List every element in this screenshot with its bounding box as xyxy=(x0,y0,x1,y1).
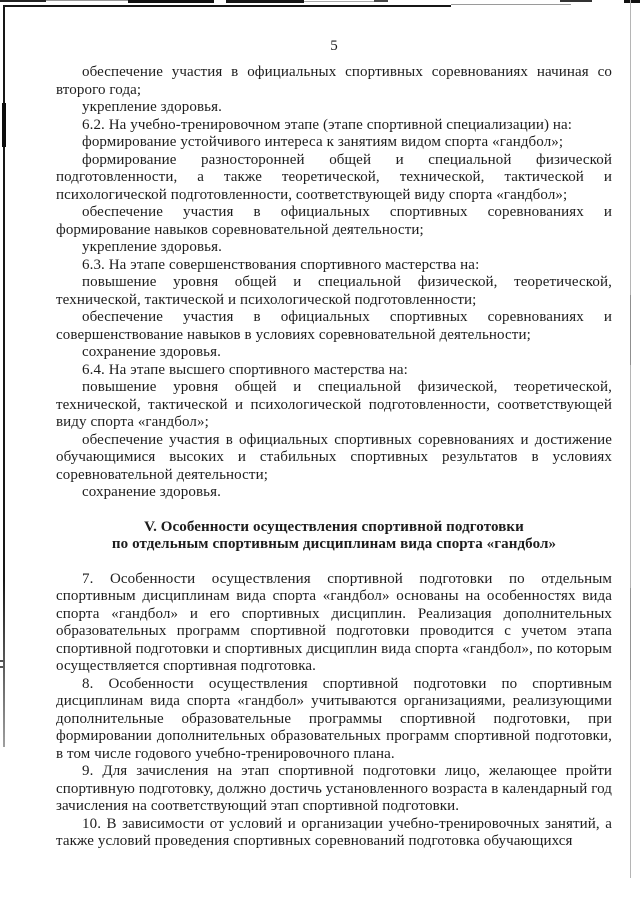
section-heading xyxy=(56,519,612,554)
scan-artifact-left-dash xyxy=(0,666,3,668)
paragraph: формирование устойчивого интереса к занятиям видом спорта «гандбол»; xyxy=(82,134,564,150)
page-border-right-dark-segment xyxy=(630,588,631,680)
scan-artifact-top xyxy=(624,0,640,3)
paragraph: сохранение здоровья. xyxy=(82,344,221,360)
page-border-right-dark-segment xyxy=(630,295,631,365)
paragraph: 6.2. На учебно-тренировочном этапе (этапе спортивной специализации) на: xyxy=(82,116,573,133)
paragraph: укрепление здоровья. xyxy=(82,239,222,255)
section-heading-line: по отдельным спортивным дисциплинам вида спорта «гандбол» xyxy=(111,536,557,552)
paragraph: обеспечение участия в официальных спортивных соревнованиях и формирование навыков соревновательной деятельности; xyxy=(56,204,612,238)
paragraph: повышение уровня общей и специальной физической, теоретической, технической, тактической и психологической подготовленности, соответствующей виду спорта «гандбол»; xyxy=(56,379,612,430)
paragraph: обеспечение участия в официальных спортивных соревнованиях и совершенствование навыков в условиях соревновательной деятельности; xyxy=(56,309,612,343)
paragraph: 9. Для зачисления на этап спортивной подготовки лицо, желающее пройти спортивную подготовку, должно достичь установленного возраста в календарный год зачисления на соответствующий этап спортивной подготовки. xyxy=(56,763,612,814)
paragraph: 7. Особенности осуществления спортивной подготовки по отдельным спортивным дисциплинам вида спорта «гандбол» основаны на особенностях вида спорта «гандбол» и его спортивных дисциплин. Реализация дополнительных образовательных программ спортивной подготовки проводится с учетом этапа спортивной подготовки и спортивных дисциплин вида спорта «гандбол», по которым осуществляется спортивная подготовка. xyxy=(56,570,612,674)
page-content xyxy=(56,0,612,851)
paragraph: 6.3. На этапе совершенствования спортивного мастерства на: xyxy=(82,256,480,273)
paragraph: 10. В зависимости от условий и организации учебно-тренировочных занятий, а также условий проведения спортивных соревнований подготовка обучающихся xyxy=(56,815,612,849)
page-border-right xyxy=(630,0,631,878)
document-body xyxy=(56,64,612,851)
paragraph: повышение уровня общей и специальной физической, теоретической, технической, тактической и психологической подготовленности; xyxy=(56,274,612,308)
scan-artifact-left-dash xyxy=(0,660,4,662)
page-border-left-fade xyxy=(0,580,9,750)
scan-artifact-left-blob xyxy=(2,103,6,147)
paragraph: 8. Особенности осуществления спортивной подготовки по спортивным дисциплинам вида спорта «гандбол» учитываются организациями, реализующими дополнительные образовательные программы спортивной подготовки, при формировании дополнительных образовательных программ спортивной подготовки, в том числе годового учебно-тренировочного плана. xyxy=(56,675,612,762)
paragraph: обеспечение участия в официальных спортивных соревнованиях и достижение обучающимися высоких и стабильных спортивных результатов в условиях соревновательной деятельности; xyxy=(56,431,612,483)
paragraph: обеспечение участия в официальных спортивных соревнованиях начиная со второго года; xyxy=(56,64,612,98)
paragraph: формирование разносторонней общей и специальной физической подготовленности, а также теоретической, технической, тактической и психологической подготовленности, соответствующей виду спорта «гандбол»; xyxy=(56,151,612,203)
page-number: 5 xyxy=(330,38,338,54)
section-heading-line: V. Особенности осуществления спортивной подготовки xyxy=(144,518,524,535)
scan-artifact-top xyxy=(0,0,46,2)
paragraph: укрепление здоровья. xyxy=(82,99,222,115)
paragraph: сохранение здоровья. xyxy=(82,484,221,500)
paragraph: 6.4. На этапе высшего спортивного мастерства на: xyxy=(82,361,408,378)
